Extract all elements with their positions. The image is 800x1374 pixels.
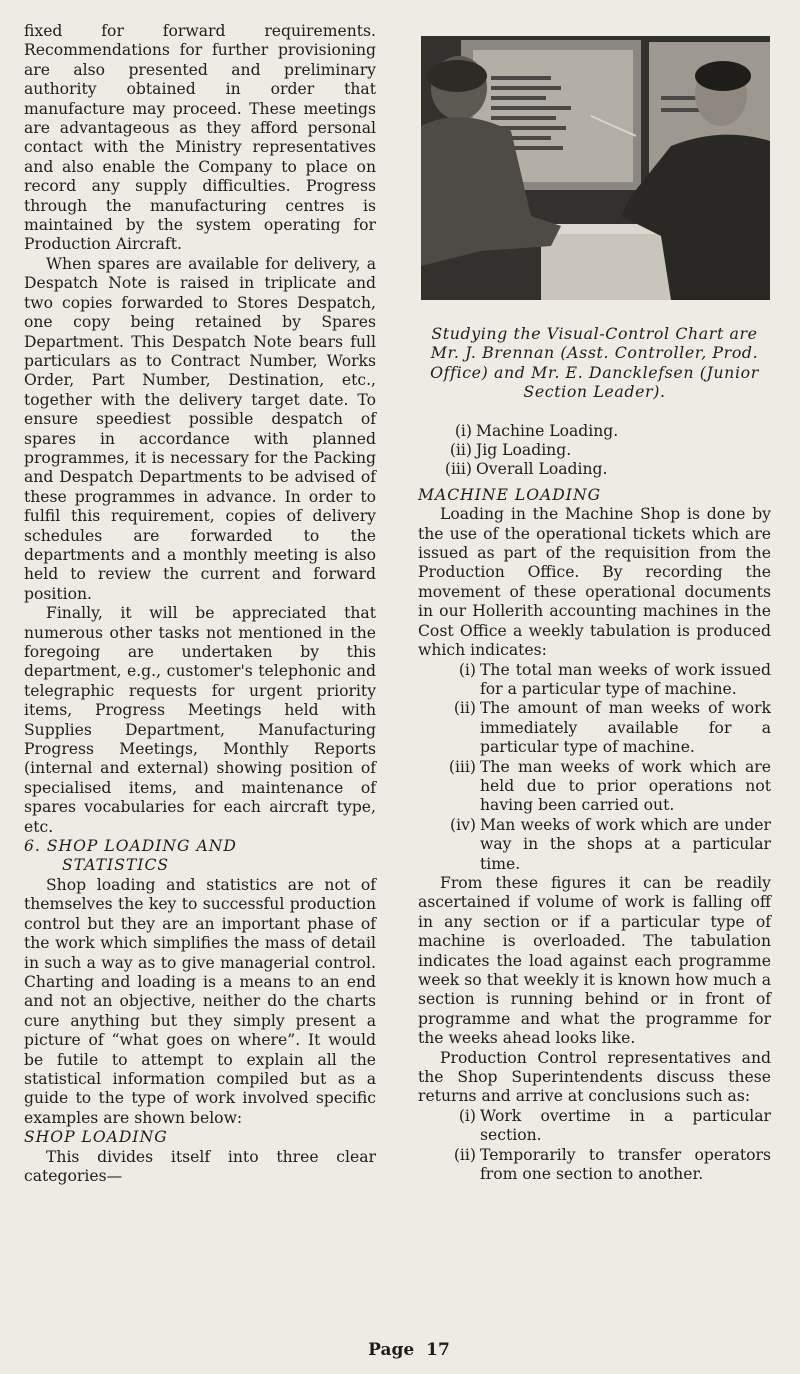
list-item-number: (i) [458, 1106, 476, 1125]
paragraph-meetings: fixed for forward requirements. Recommendations for further provisioning are also presented and preliminary authority obtained in order that manufacture may proceed. These meetings are advantageous as they afford personal contact with the Ministry representatives and also enable the Company to place on record any supply difficulties. Progress through the manufacturing centres is maintained by the system operating for Production Aircraft. [24, 22, 376, 254]
list-item [418, 816, 771, 874]
list-item [418, 1146, 771, 1185]
list-item-text: The total man weeks of work issued for a particular type of machine. [480, 660, 771, 698]
list-item-number: (iii) [444, 460, 472, 479]
list-item-number: (iii) [448, 757, 476, 776]
list-item-text: The amount of man weeks of work immediately available for a particular type of machine. [480, 699, 771, 757]
page-footer [0, 1340, 800, 1360]
left-column [24, 22, 376, 1186]
list-item-number: (ii) [453, 1145, 476, 1164]
indicates-list [418, 661, 771, 874]
list-item-number: (i) [458, 660, 476, 679]
list-item-number: (ii) [453, 699, 476, 718]
list-item [418, 758, 771, 816]
list-item-text: Work overtime in a particular section. [480, 1106, 771, 1145]
categories-list [418, 422, 771, 480]
list-item [418, 1107, 771, 1146]
list-item-number: (iv) [450, 815, 476, 834]
paragraph-other-tasks: Finally, it will be appreciated that numerous other tasks not mentioned in the foregoing are undertaken by this department, e.g., customer's telephonic and telegraphic requests for urgent priority items, Progress Meetings held with Supplies Department, Manufacturing Progress Meetings, Monthly Reports (internal and external) showing position of specialised items, and maintenance of spares vocabularies for each aircraft type, etc. [24, 604, 376, 836]
visual-control-chart-photo [421, 36, 770, 300]
paragraph-figures: From these figures it can be readily ascertained if volume of work is falling off in any section or if a particular type of machine is overloaded. The tabulation indicates the load against each programme week so that weekly it is known how much a section is running behind or in front of programme and what the programme for the weeks ahead looks like. [418, 873, 771, 1048]
list-item [418, 661, 771, 700]
subheading-machine-loading: MACHINE LOADING [418, 485, 602, 504]
section-heading-shop-loading-statistics [24, 837, 376, 876]
paragraph-statistics: Shop loading and statistics are not of themselves the key to successful production control but they are an important phase of the work which simplifies the mass of detail in such a way as to give managerial control. Charting and loading is a means to an end and not an objective, neither do the charts cure anything but they simply present a picture of “what goes on where”. It would be futile to attempt to explain all the statistical information compiled but as a guide to the type of work involved specific examples are shown below: [24, 875, 376, 1127]
list-item [418, 441, 771, 460]
list-item [418, 460, 771, 479]
list-item-number: (i) [454, 421, 472, 440]
list-item-number: (ii) [449, 441, 472, 460]
heading-line-2: STATISTICS [62, 856, 170, 875]
list-item-text: Jig Loading. [476, 441, 572, 460]
photo-caption: Studying the Visual-Control Chart are Mr. J. Brennan (Asst. Controller, Prod. Office) and Mr. E. Dancklefsen (Junior Section Leader). [430, 324, 759, 402]
paragraph-representatives: Production Control representatives and the Shop Superintendents discuss these returns and arrive at conclusions such as: [418, 1048, 771, 1106]
page-number: 17 [426, 1340, 450, 1360]
subheading-shop-loading: SHOP LOADING [24, 1128, 168, 1147]
list-item-text: Overall Loading. [476, 460, 608, 479]
page-label: Page [368, 1340, 415, 1360]
list-item-text: Machine Loading. [476, 421, 619, 440]
list-item-text: The man weeks of work which are held due to prior operations not having been carried out. [480, 757, 771, 815]
paragraph-machine-loading: Loading in the Machine Shop is done by the use of the operational tickets which are issued as part of the requisition from the Production Office. By recording the movement of these operational documents in our Hollerith accounting machines in the Cost Office a weekly tabulation is produced which indicates: [418, 505, 771, 660]
photo-illustration [421, 36, 770, 300]
list-item-text: Man weeks of work which are under way in the shops at a particular time. [480, 815, 771, 873]
list-item [418, 422, 771, 441]
conclusions-list [418, 1107, 771, 1185]
paragraph-despatch: When spares are available for delivery, a Despatch Note is raised in triplicate and two copies forwarded to Stores Despatch, one copy being retained by Spares Department. This Despatch Note bears full particulars as to Contract Number, Works Order, Part Number, Destination, etc., together with the delivery target date. To ensure speediest possible despatch of spares in accordance with planned programmes, it is necessary for the Packing and Despatch Departments to be advised of these programmes in advance. In order to fulfil this requirement, copies of delivery schedules are forwarded to the departments and a monthly meeting is also held to review the current and forward position. [24, 254, 376, 603]
right-column [418, 36, 771, 1184]
list-item-text: Temporarily to transfer operators from one section to another. [480, 1145, 771, 1184]
paragraph-categories-intro: This divides itself into three clear categories— [24, 1147, 376, 1185]
heading-line-1: 6. SHOP LOADING AND [24, 837, 237, 856]
list-item [418, 699, 771, 757]
